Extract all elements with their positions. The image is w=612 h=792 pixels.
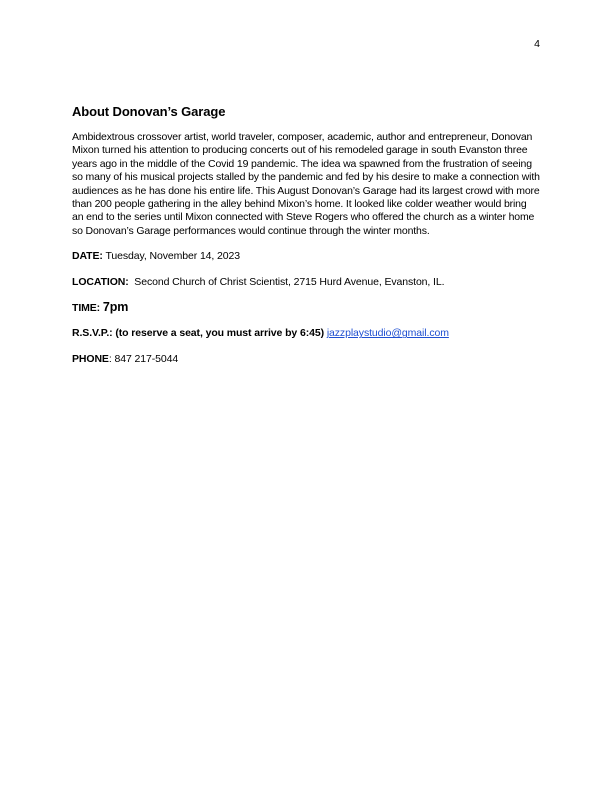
document-content [72,104,540,378]
location-label: LOCATION: [72,275,129,288]
page-number: 4 [534,38,540,50]
location-field [72,276,540,289]
rsvp-field [72,327,540,340]
location-value: Second Church of Christ Scientist, 2715 Hurd Avenue, Evanston, IL. [134,275,445,288]
date-value: Tuesday, November 14, 2023 [105,250,241,263]
section-heading: About Donovan’s Garage [72,104,226,119]
phone-value: : 847 217-5044 [108,352,179,365]
phone-label: PHONE [72,352,109,365]
date-label: DATE: [72,250,103,263]
time-value: 7pm [102,300,129,315]
phone-field [72,353,540,366]
time-field [72,301,540,315]
rsvp-email-link[interactable]: jazzplaystudio@gmail.com [326,327,449,340]
date-field [72,250,540,263]
rsvp-label: R.S.V.P.: (to reserve a seat, you must arrive by 6:45) [72,327,324,340]
time-label: TIME: [72,302,101,315]
about-paragraph: Ambidextrous crossover artist, world traveler, composer, academic, author and entrepreneur, Donovan Mixon turned his attention to producing concerts out of his remodeled garage in south Evanston three years ago in the middle of the Covid 19 pandemic. The idea wa spawned from the frustration of seeing so many of his musical projects stalled by the pandemic and fed by his desire to make a connection with audiences as he has done his entire life. This August Donovan’s Garage had its largest crowd with more than 200 people gathering in the alley behind Mixon’s home. It looked like colder weather would bring an end to the series until Mixon connected with Steve Rogers who offered the church as a winter home so Donovan’s Garage performances would continue through the winter months. [72,131,540,237]
